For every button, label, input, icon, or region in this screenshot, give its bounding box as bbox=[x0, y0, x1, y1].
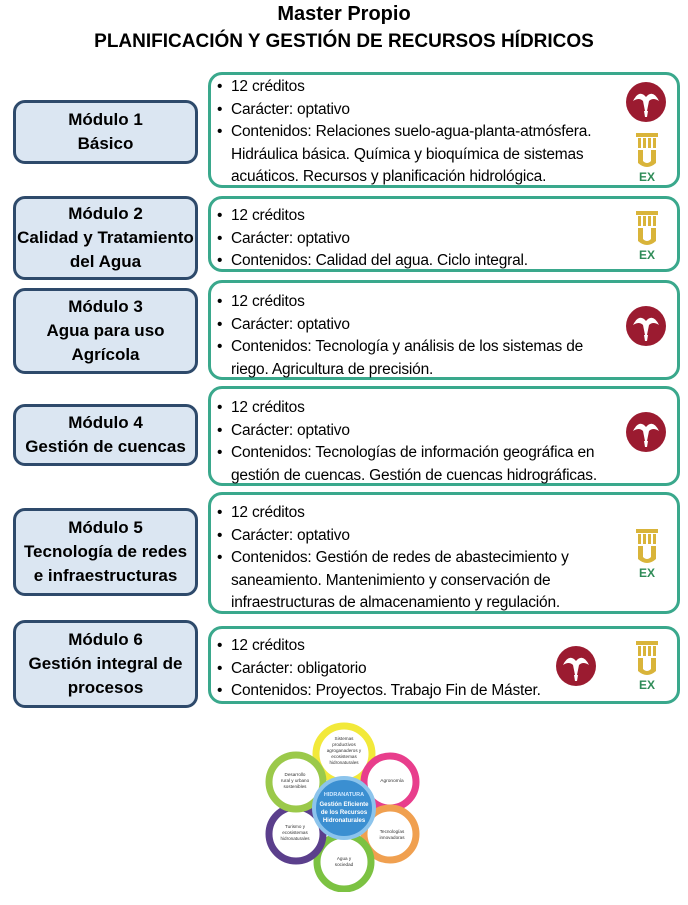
petal-bottom-left-line-3: hidronaturales bbox=[280, 836, 310, 841]
module-2-character: • Carácter: optativo bbox=[217, 228, 631, 251]
module-6-contents: • Contenidos: Proyectos. Trabajo Fin de Máster. bbox=[217, 680, 631, 703]
module-3-character: • Carácter: optativo bbox=[217, 314, 611, 337]
module-4-title: Módulo 4 bbox=[68, 413, 143, 432]
module-5-credits: • 12 créditos bbox=[217, 502, 611, 525]
module-4-character: • Carácter: optativo bbox=[217, 420, 626, 443]
uex-logo-text: EX bbox=[638, 566, 656, 579]
petal-top-left-line-3: sostenibles bbox=[283, 784, 307, 789]
module-6-content bbox=[208, 626, 680, 704]
module-4-content bbox=[208, 386, 680, 486]
module-1-box bbox=[13, 100, 198, 164]
module-6-title: Módulo 6 bbox=[68, 630, 143, 649]
module-2-box bbox=[13, 196, 198, 280]
petal-bottom-left-line-2: ecosistemas bbox=[282, 830, 308, 835]
petal-bottom-right-line-1: Tecnologías bbox=[379, 829, 405, 834]
petal-bottom-line-2: sociedad bbox=[334, 862, 354, 867]
uex-logo-text: EX bbox=[638, 248, 656, 261]
module-3-content bbox=[208, 280, 680, 380]
uex-logo-icon bbox=[634, 641, 660, 691]
module-1-contents: • Contenidos: Relaciones suelo-agua-planta-atmósfera. Hidráulica básica. Química y bioquímica de sistemas acuáticos. Recursos y planificación hidrológica. bbox=[217, 121, 631, 189]
module-2-name-line1: Calidad y Tratamiento bbox=[17, 228, 194, 247]
uex-logo-icon bbox=[634, 133, 660, 183]
petal-top-right-line-1: Agronomía bbox=[380, 779, 404, 784]
center-line-2: Gestión Eficiente bbox=[319, 802, 369, 808]
upm-logo-icon bbox=[625, 81, 667, 123]
module-5-content bbox=[208, 492, 680, 614]
document-title: Master Propio bbox=[277, 3, 411, 25]
center-line-1: HIDRANATURA bbox=[323, 792, 365, 798]
petal-top-line-3: agroganaderos y bbox=[326, 748, 362, 753]
module-4-credits: • 12 créditos bbox=[217, 397, 626, 420]
module-4-contents: • Contenidos: Tecnologías de información geográfica en gestión de cuencas. Gestión de cuencas hidrográficas. bbox=[217, 442, 626, 487]
petal-bottom-left-line-1: Turismo y bbox=[285, 824, 305, 829]
module-6-box bbox=[13, 620, 198, 708]
upm-logo-icon bbox=[625, 305, 667, 347]
module-1-content bbox=[208, 72, 680, 188]
module-5-title: Módulo 5 bbox=[68, 518, 143, 537]
module-1-title: Módulo 1 bbox=[68, 110, 143, 129]
module-2-credits: • 12 créditos bbox=[217, 205, 631, 228]
document-subtitle: PLANIFICACIÓN Y GESTIÓN DE RECURSOS HÍDRICOS bbox=[94, 31, 594, 52]
module-4-name: Gestión de cuencas bbox=[25, 437, 186, 456]
module-5-name-line2: e infraestructuras bbox=[33, 566, 178, 585]
module-3-name-line2: Agrícola bbox=[71, 345, 140, 364]
module-6-credits: • 12 créditos bbox=[217, 635, 631, 658]
petal-top-line-2: productivos bbox=[332, 742, 356, 747]
petal-top-line-5: hidronaturales bbox=[329, 760, 359, 765]
module-4-box bbox=[13, 404, 198, 466]
module-5-box bbox=[13, 508, 198, 596]
upm-logo-icon bbox=[555, 645, 597, 687]
petal-top-left-line-1: Desarrollo bbox=[284, 772, 306, 777]
center-line-3: de los Recursos bbox=[320, 810, 368, 816]
module-5-name-line1: Tecnología de redes bbox=[23, 542, 188, 561]
module-1-name: Básico bbox=[77, 134, 134, 153]
uex-logo-text: EX bbox=[638, 678, 656, 691]
module-3-title: Módulo 3 bbox=[68, 297, 143, 316]
module-3-box bbox=[13, 288, 198, 374]
module-5-contents: • Contenidos: Gestión de redes de abastecimiento y saneamiento. Mantenimiento y conservación de infraestructuras de almacenamiento y regulación. bbox=[217, 547, 611, 615]
petal-bottom-right-line-2: innovadoras bbox=[379, 835, 405, 840]
center-circle bbox=[314, 778, 374, 838]
petal-top-line-4: ecosistemas bbox=[331, 754, 357, 759]
center-line-4: Hidronaturales bbox=[322, 818, 366, 824]
module-1-character: • Carácter: optativo bbox=[217, 99, 631, 122]
uex-logo-text: EX bbox=[638, 170, 656, 183]
module-2-name-line2: del Agua bbox=[69, 252, 142, 271]
upm-logo-icon bbox=[625, 411, 667, 453]
module-2-contents: • Contenidos: Calidad del agua. Ciclo integral. bbox=[217, 250, 631, 273]
module-3-credits: • 12 créditos bbox=[217, 291, 611, 314]
module-2-content bbox=[208, 196, 680, 272]
module-2-title: Módulo 2 bbox=[68, 204, 143, 223]
petal-top-line-1: Sistemas bbox=[334, 736, 354, 741]
uex-logo-icon bbox=[634, 211, 660, 261]
petal-top-left-line-2: rural y urbano bbox=[280, 778, 310, 783]
module-6-name-line1: Gestión integral de bbox=[28, 654, 183, 673]
uex-logo-icon bbox=[634, 529, 660, 579]
petal-bottom-line-1: Agua y bbox=[336, 856, 352, 861]
module-1-credits: • 12 créditos bbox=[217, 76, 631, 99]
module-3-name-line1: Agua para uso bbox=[46, 321, 165, 340]
module-5-character: • Carácter: optativo bbox=[217, 525, 611, 548]
module-3-contents: • Contenidos: Tecnología y análisis de los sistemas de riego. Agricultura de precisión. bbox=[217, 336, 611, 381]
hidranatura-diagram bbox=[262, 722, 427, 892]
module-6-character: • Carácter: obligatorio bbox=[217, 658, 631, 681]
module-6-name-line2: procesos bbox=[67, 678, 144, 697]
